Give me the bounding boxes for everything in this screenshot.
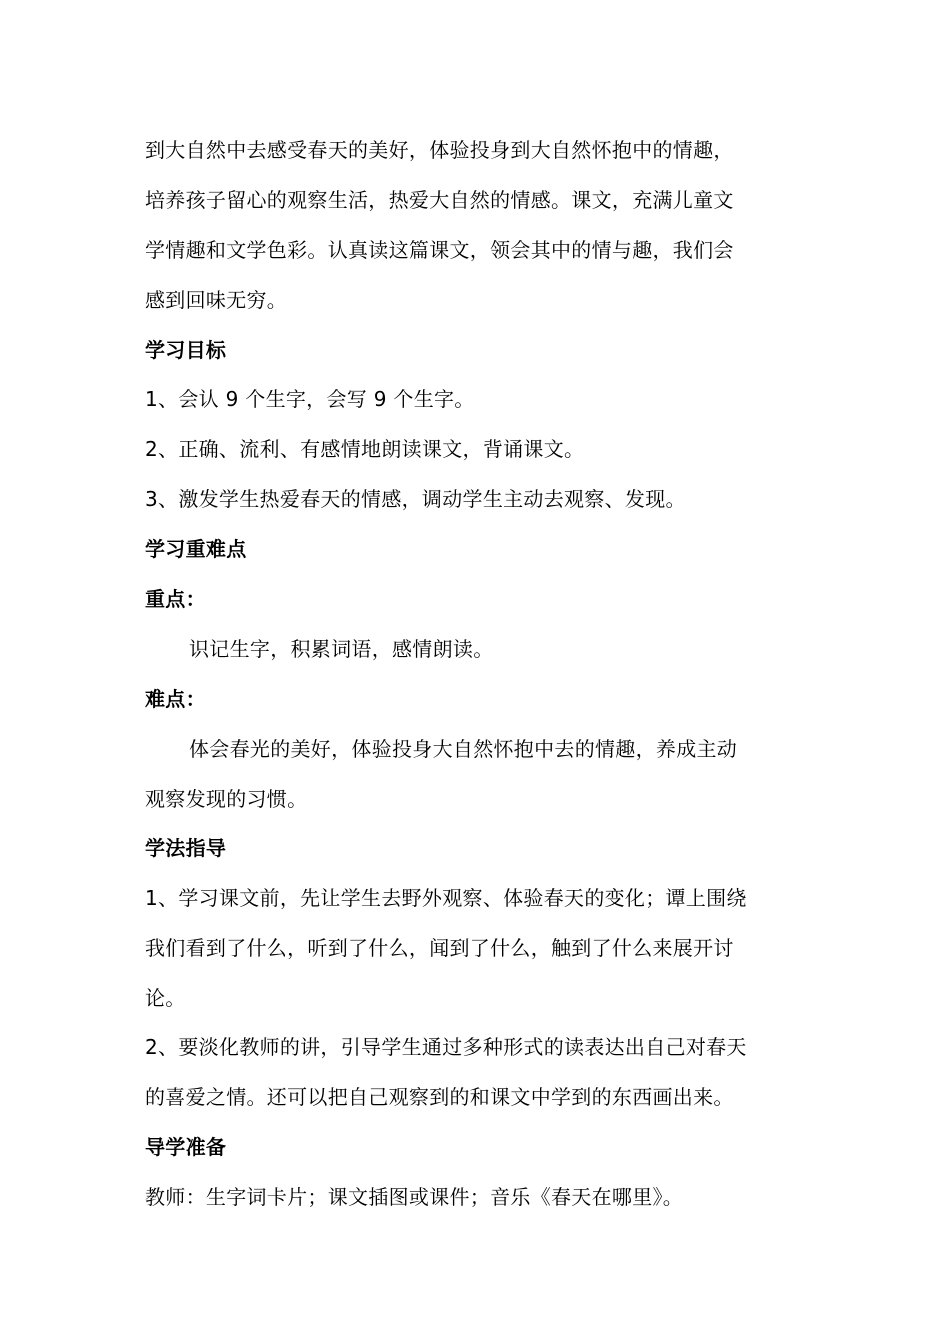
goal-item-3: 3、激发学生热爱春天的情感，调动学生主动去观察、发现。 xyxy=(145,487,686,511)
difficulty-label: 难点： xyxy=(145,687,206,711)
intro-line-3: 学情趣和文学色彩。认真读这篇课文，领会其中的情与趣，我们会 xyxy=(145,238,734,262)
intro-line-4: 感到回味无穷。 xyxy=(145,288,288,312)
key-points-heading: 学习重难点 xyxy=(145,537,247,561)
focus-label: 重点： xyxy=(145,587,206,611)
focus-text: 识记生字，积累词语，感情朗读。 xyxy=(189,637,494,661)
intro-line-1: 到大自然中去感受春天的美好，体验投身到大自然怀抱中的情趣， xyxy=(145,138,734,162)
method-item1-line-1: 1、学习课文前，先让学生去野外观察、体验春天的变化；谭上围绕 xyxy=(145,886,747,910)
intro-line-2: 培养孩子留心的观察生活，热爱大自然的情感。课文，充满儿童文 xyxy=(145,188,734,212)
method-heading: 学法指导 xyxy=(145,836,227,860)
method-item2-line-1: 2、要淡化教师的讲，引导学生通过多种形式的读表达出自己对春天 xyxy=(145,1035,747,1059)
goal-item-1: 1、会认 9 个生字，会写 9 个生字。 xyxy=(145,387,475,411)
prep-heading: 导学准备 xyxy=(145,1135,227,1159)
method-item1-line-2: 我们看到了什么，听到了什么，闻到了什么，触到了什么来展开讨 xyxy=(145,936,734,960)
goals-heading: 学习目标 xyxy=(145,338,227,362)
method-item1-line-3: 论。 xyxy=(145,986,186,1010)
goal-item-2: 2、正确、流利、有感情地朗读课文，背诵课文。 xyxy=(145,437,585,461)
difficulty-line-1: 体会春光的美好，体验投身大自然怀抱中去的情趣，养成主动 xyxy=(189,737,738,761)
prep-text: 教师：生字词卡片；课文插图或课件；音乐《春天在哪里》。 xyxy=(145,1185,684,1209)
method-item2-line-2: 的喜爱之情。还可以把自己观察到的和课文中学到的东西画出来。 xyxy=(145,1085,734,1109)
difficulty-line-2: 观察发现的习惯。 xyxy=(145,787,308,811)
